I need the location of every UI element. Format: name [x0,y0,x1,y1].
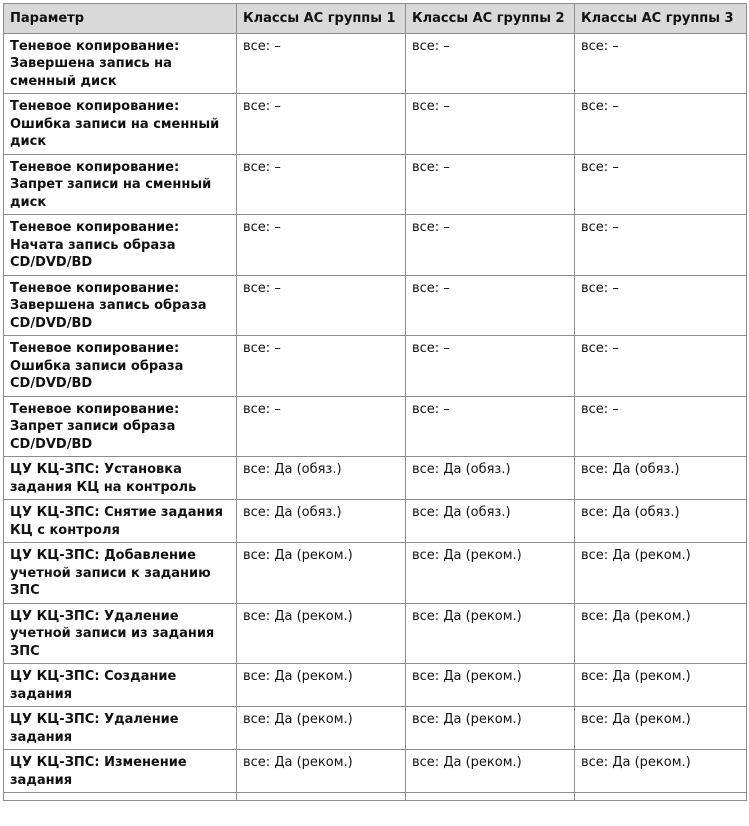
group-1-cell: все: – [237,154,406,215]
group-2-cell: все: Да (реком.) [406,543,575,604]
group-1-cell: все: – [237,336,406,397]
group-1-cell: все: – [237,396,406,457]
group-2-cell: все: Да (обяз.) [406,500,575,543]
group-2-cell [406,793,575,801]
table-row [4,94,747,155]
parameter-cell: Теневое копирование: Завершена запись на сменный диск [4,33,237,94]
group-3-cell: все: – [575,336,747,397]
group-1-cell: все: – [237,215,406,276]
table-row [4,750,747,793]
group-1-cell: все: – [237,33,406,94]
parameter-cell: ЦУ КЦ-ЗПС: Снятие задания КЦ с контроля [4,500,237,543]
column-header-parameter: Параметр [4,4,237,34]
group-3-cell: все: Да (реком.) [575,664,747,707]
parameter-cell: Теневое копирование: Завершена запись образа CD/DVD/BD [4,275,237,336]
group-1-cell: все: Да (реком.) [237,664,406,707]
column-header-group-3: Классы АС группы 3 [575,4,747,34]
group-2-cell: все: Да (реком.) [406,707,575,750]
table-row [4,500,747,543]
group-1-cell: все: Да (реком.) [237,603,406,664]
parameter-cell: Теневое копирование: Запрет записи на сменный диск [4,154,237,215]
group-2-cell: все: – [406,275,575,336]
parameter-cell: ЦУ КЦ-ЗПС: Добавление учетной записи к заданию ЗПС [4,543,237,604]
group-2-cell: все: – [406,396,575,457]
parameter-cell: ЦУ КЦ-ЗПС: Удаление задания [4,707,237,750]
group-3-cell: все: – [575,275,747,336]
group-3-cell [575,793,747,801]
parameter-cell [4,793,237,801]
group-3-cell: все: – [575,154,747,215]
group-2-cell: все: – [406,33,575,94]
group-2-cell: все: Да (реком.) [406,664,575,707]
parameter-cell: Теневое копирование: Начата запись образа CD/DVD/BD [4,215,237,276]
table-header-row [4,4,747,34]
group-3-cell: все: – [575,215,747,276]
parameter-cell: ЦУ КЦ-ЗПС: Удаление учетной записи из задания ЗПС [4,603,237,664]
table-row [4,396,747,457]
table-row [4,664,747,707]
group-2-cell: все: – [406,215,575,276]
group-1-cell: все: – [237,94,406,155]
group-3-cell: все: Да (реком.) [575,707,747,750]
column-header-group-2: Классы АС группы 2 [406,4,575,34]
group-3-cell: все: Да (обяз.) [575,500,747,543]
table-body [4,33,747,801]
group-2-cell: все: Да (реком.) [406,603,575,664]
group-2-cell: все: – [406,154,575,215]
table-row [4,336,747,397]
group-3-cell: все: Да (обяз.) [575,457,747,500]
table-row [4,543,747,604]
table-row [4,793,747,801]
group-2-cell: все: – [406,336,575,397]
group-3-cell: все: – [575,33,747,94]
parameter-cell: Теневое копирование: Запрет записи образа CD/DVD/BD [4,396,237,457]
parameter-cell: ЦУ КЦ-ЗПС: Создание задания [4,664,237,707]
parameter-cell: Теневое копирование: Ошибка записи на сменный диск [4,94,237,155]
group-1-cell: все: Да (обяз.) [237,500,406,543]
parameter-cell: Теневое копирование: Ошибка записи образа CD/DVD/BD [4,336,237,397]
group-3-cell: все: Да (реком.) [575,543,747,604]
table-row [4,275,747,336]
parameters-table [3,3,747,801]
group-1-cell: все: Да (реком.) [237,707,406,750]
table-row [4,215,747,276]
group-1-cell: все: – [237,275,406,336]
group-3-cell: все: – [575,396,747,457]
table-row [4,33,747,94]
group-3-cell: все: Да (реком.) [575,750,747,793]
group-3-cell: все: Да (реком.) [575,603,747,664]
group-1-cell [237,793,406,801]
group-3-cell: все: – [575,94,747,155]
parameter-cell: ЦУ КЦ-ЗПС: Установка задания КЦ на контроль [4,457,237,500]
group-1-cell: все: Да (обяз.) [237,457,406,500]
group-1-cell: все: Да (реком.) [237,543,406,604]
table-row [4,154,747,215]
group-2-cell: все: Да (реком.) [406,750,575,793]
table-row [4,603,747,664]
table-row [4,457,747,500]
group-2-cell: все: Да (обяз.) [406,457,575,500]
column-header-group-1: Классы АС группы 1 [237,4,406,34]
group-2-cell: все: – [406,94,575,155]
parameter-cell: ЦУ КЦ-ЗПС: Изменение задания [4,750,237,793]
table-row [4,707,747,750]
group-1-cell: все: Да (реком.) [237,750,406,793]
